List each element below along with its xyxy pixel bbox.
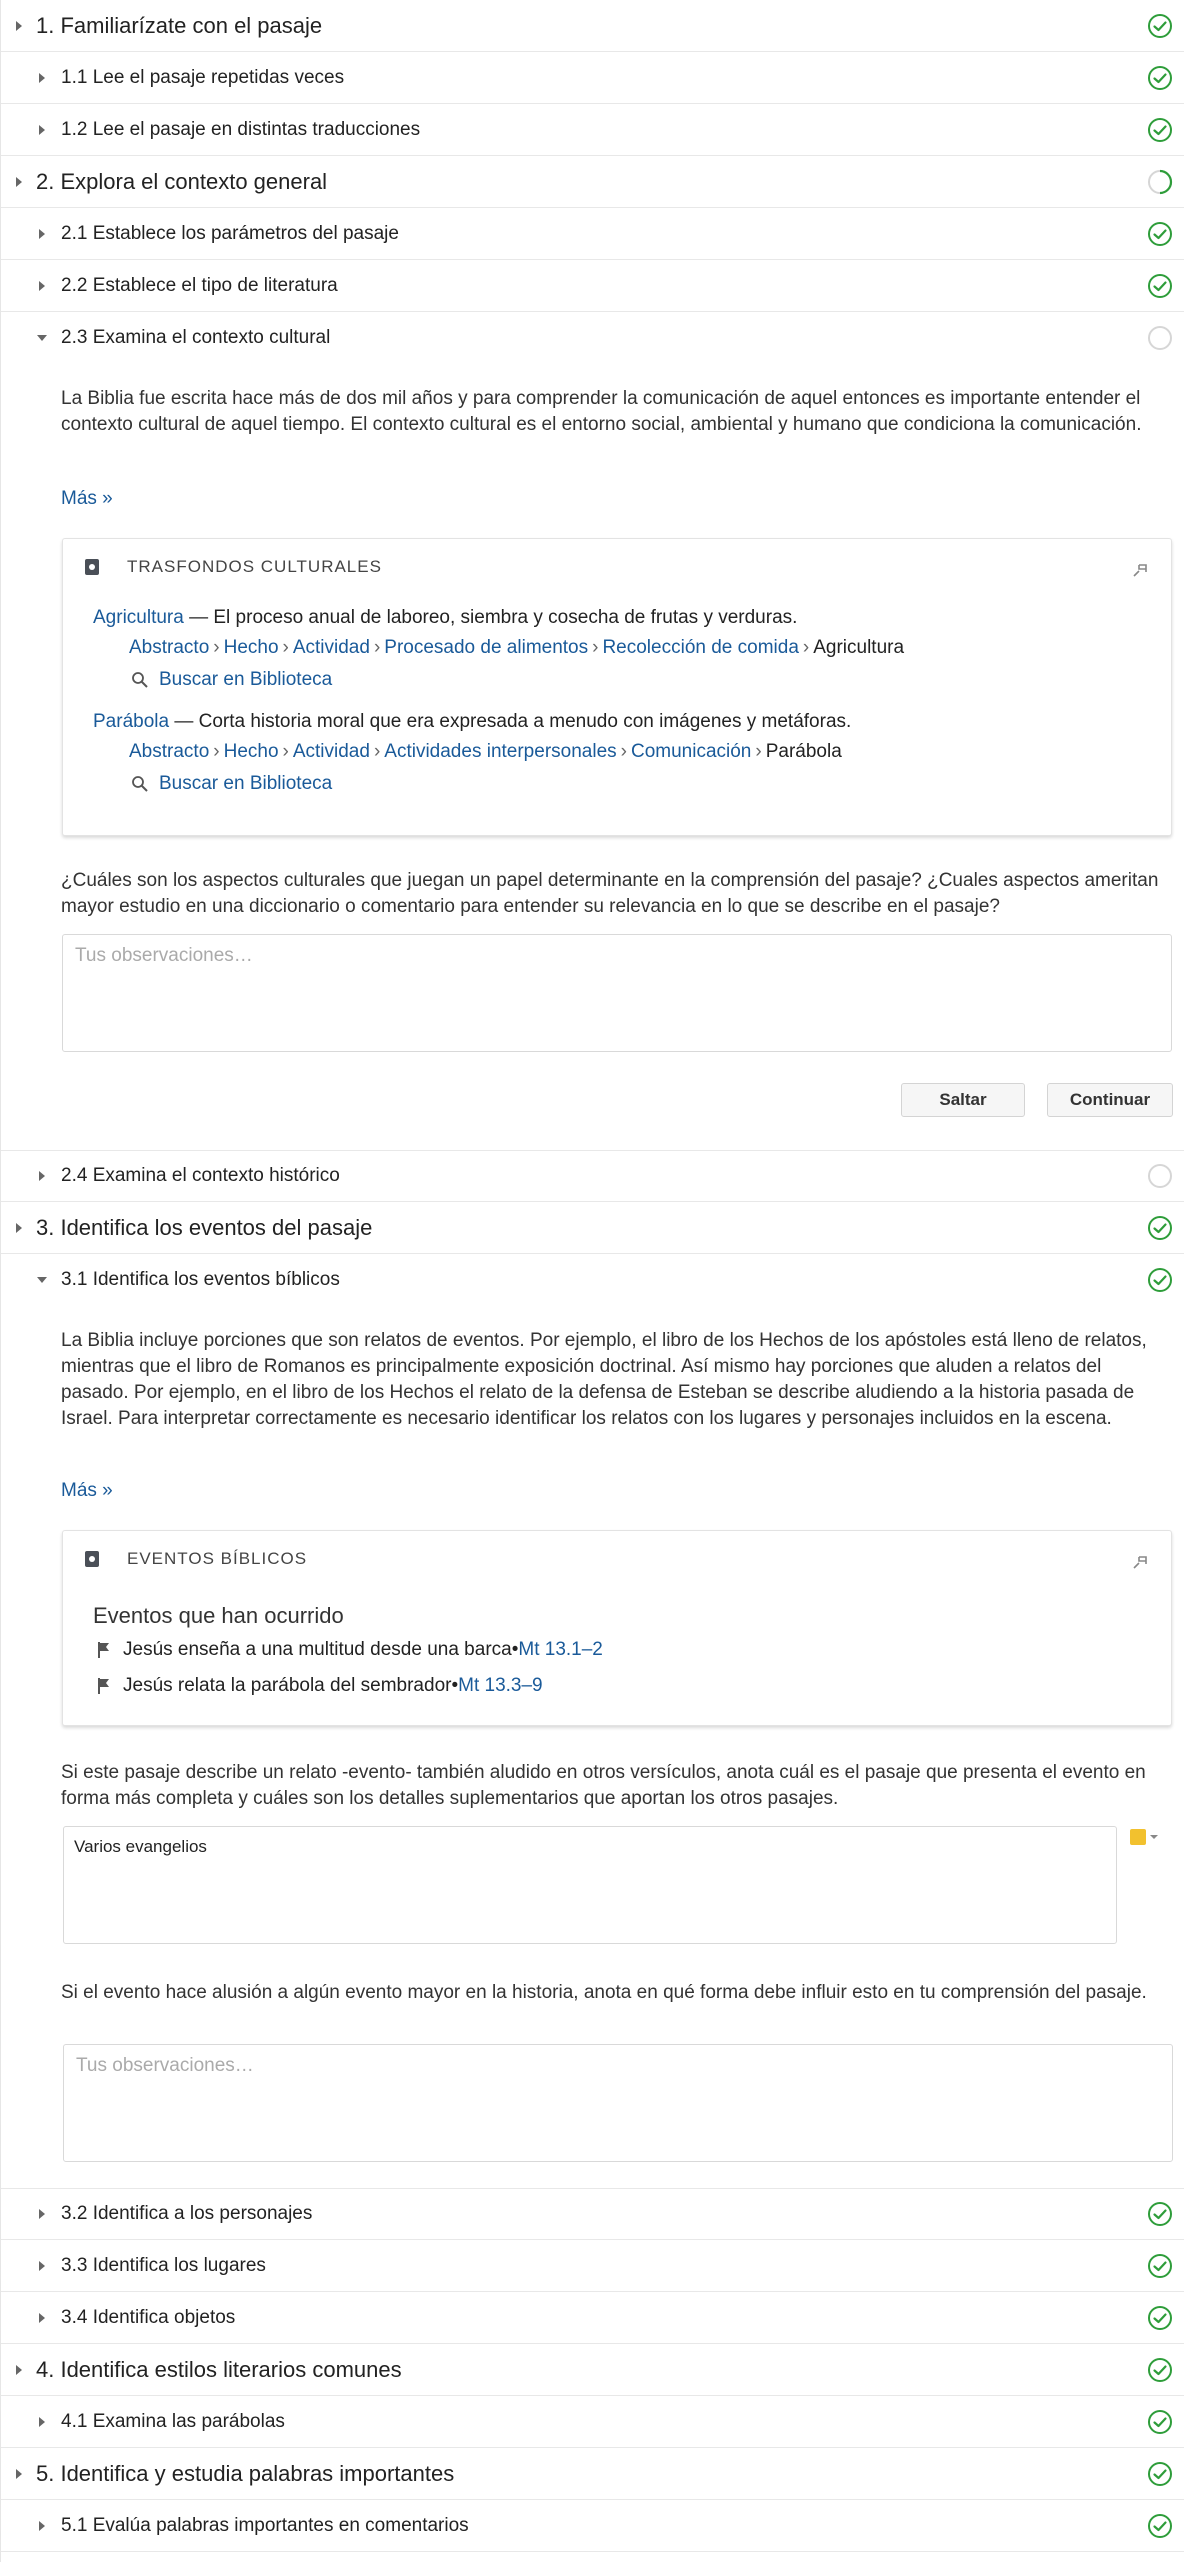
expand-triangle-icon[interactable] xyxy=(39,1171,45,1181)
expand-triangle-icon[interactable] xyxy=(39,2313,45,2323)
section-title: 3. Identifica los eventos del pasaje xyxy=(36,1214,373,1240)
expand-triangle-icon[interactable] xyxy=(39,281,45,291)
expand-triangle-icon[interactable] xyxy=(39,229,45,239)
search-icon xyxy=(131,775,149,793)
section-5[interactable] xyxy=(1,2448,1184,2500)
section-2-3[interactable] xyxy=(1,312,1184,364)
check-circle-icon[interactable] xyxy=(1147,1267,1173,1293)
expand-triangle-icon[interactable] xyxy=(16,2469,22,2479)
crumb[interactable]: Recolección de comida xyxy=(602,637,799,658)
term-definition: — Corta historia moral que era expresada a menudo con imágenes y metáforas. xyxy=(169,711,852,732)
crumb[interactable]: Abstracto xyxy=(129,637,210,658)
section-3-3[interactable] xyxy=(1,2240,1184,2292)
card-title: TRASFONDOS CULTURALES xyxy=(127,557,382,576)
section-title: 4. Identifica estilos literarios comunes xyxy=(36,2356,402,2382)
section-3-1[interactable] xyxy=(1,1254,1184,1306)
check-circle-icon[interactable] xyxy=(1147,2305,1173,2331)
section-3-2[interactable] xyxy=(1,2188,1184,2240)
expand-triangle-icon[interactable] xyxy=(39,73,45,83)
more-link[interactable]: Más » xyxy=(61,1480,113,1501)
progress-circle-icon[interactable] xyxy=(1147,169,1173,195)
events-question-2: Si el evento hace alusión a algún evento mayor en la historia, anota en qué forma debe influir esto en tu comprensión del pasaje. xyxy=(61,1982,1147,2003)
breadcrumb: Abstracto › Hecho › Actividad › Procesado de alimentos › Recolección de comida › Agricultura xyxy=(129,637,905,658)
crumb[interactable]: Hecho xyxy=(223,637,279,658)
check-circle-icon[interactable] xyxy=(1147,2409,1173,2435)
cultural-question: ¿Cuáles son los aspectos culturales que juegan un papel determinante en la comprensión del pasaje? ¿Cuales aspectos ameritan mayor estudio en una diccionario o comentario para entender su relevancia en lo que se describe en el pasaje? xyxy=(61,870,1159,917)
expand-triangle-icon[interactable] xyxy=(39,2417,45,2427)
section-title: 1.1 Lee el pasaje repetidas veces xyxy=(61,66,345,88)
expand-triangle-icon[interactable] xyxy=(39,2521,45,2531)
search-icon xyxy=(131,671,149,689)
expand-triangle-icon[interactable] xyxy=(39,2209,45,2219)
check-circle-icon[interactable] xyxy=(1147,2461,1173,2487)
observations-input[interactable]: Tus observaciones… xyxy=(62,934,1172,1052)
scripture-ref-link[interactable]: Mt 13.1–2 xyxy=(518,1639,603,1660)
empty-circle-icon[interactable] xyxy=(1147,325,1173,351)
crumb[interactable]: Hecho xyxy=(223,741,279,762)
entry-agriculture xyxy=(93,605,797,631)
flag-icon xyxy=(97,1677,111,1695)
pin-icon[interactable] xyxy=(1131,561,1149,579)
observations-input-filled[interactable]: Varios evangelios xyxy=(63,1826,1117,1944)
flag-icon xyxy=(97,1641,111,1659)
expand-triangle-icon[interactable] xyxy=(39,125,45,135)
events-heading: Eventos que han ocurrido xyxy=(93,1603,344,1628)
section-4[interactable] xyxy=(1,2344,1184,2396)
expand-triangle-icon[interactable] xyxy=(16,2365,22,2375)
check-circle-icon[interactable] xyxy=(1147,117,1173,143)
section-3-4[interactable] xyxy=(1,2292,1184,2344)
search-library-link[interactable]: Buscar en Biblioteca xyxy=(131,669,332,691)
section-title: 2.3 Examina el contexto cultural xyxy=(61,327,331,348)
check-circle-icon[interactable] xyxy=(1147,2253,1173,2279)
section-title: 5.1 Evalúa palabras importantes en comentarios xyxy=(61,2514,469,2536)
section-title: 2.2 Establece el tipo de literatura xyxy=(61,274,338,296)
section-title: 3.4 Identifica objetos xyxy=(61,2306,236,2328)
entry-parable xyxy=(93,709,851,735)
events-intro: La Biblia incluye porciones que son relatos de eventos. Por ejemplo, el libro de los Hechos de los apóstoles está lleno de relatos, mientras que el libro de Romanos es principalmente exposición doctrinal. Así mismo hay porciones que aluden a relatos del pasado. Por ejemplo, en el libro de los Hechos el relato de la defensa de Esteban se describe aludiendo a la historia pasada de Israel. Para interpretar correctamente es necesario identificar los relatos con los lugares y personajes incluidos en la escena. xyxy=(61,1330,1147,1429)
check-circle-icon[interactable] xyxy=(1147,1215,1173,1241)
section-2-2[interactable] xyxy=(1,260,1184,312)
check-circle-icon[interactable] xyxy=(1147,2201,1173,2227)
crumb-current: Agricultura xyxy=(813,637,905,658)
check-circle-icon[interactable] xyxy=(1147,2513,1173,2539)
section-title: 2. Explora el contexto general xyxy=(36,168,328,194)
card-title: EVENTOS BÍBLICOS xyxy=(127,1549,308,1568)
crumb[interactable]: Procesado de alimentos xyxy=(384,637,589,658)
section-title: 4.1 Examina las parábolas xyxy=(61,2410,285,2432)
section-title: 5. Identifica y estudia palabras importantes xyxy=(36,2460,455,2486)
collapse-triangle-icon[interactable] xyxy=(37,1277,47,1283)
event-item: Jesús enseña a una multitud desde una barca • Mt 13.1–2 xyxy=(97,1639,603,1661)
section-1[interactable] xyxy=(1,0,1184,52)
pin-icon[interactable] xyxy=(1131,1553,1149,1571)
term-definition: — El proceso anual de laboreo, siembra y cosecha de frutas y verduras. xyxy=(183,607,798,628)
event-item: Jesús relata la parábola del sembrador • Mt 13.3–9 xyxy=(97,1675,543,1697)
section-title: 1. Familiarízate con el pasaje xyxy=(36,12,323,38)
bookmark-icon xyxy=(83,558,101,576)
empty-circle-icon[interactable] xyxy=(1147,1163,1173,1189)
observations-input[interactable]: Tus observaciones… xyxy=(63,2044,1173,2162)
section-1-2[interactable] xyxy=(1,104,1184,156)
section-title: 1.2 Lee el pasaje en distintas traducciones xyxy=(61,118,421,140)
check-circle-icon[interactable] xyxy=(1147,2357,1173,2383)
section-title: 2.4 Examina el contexto histórico xyxy=(61,1165,340,1186)
section-3[interactable] xyxy=(1,1202,1184,1254)
section-2-1[interactable] xyxy=(1,208,1184,260)
term-link[interactable]: Agricultura xyxy=(93,607,184,628)
section-2-4[interactable] xyxy=(1,1150,1184,1202)
crumb[interactable]: Abstracto xyxy=(129,741,210,762)
crumb[interactable]: Comunicación xyxy=(630,741,752,762)
check-circle-icon[interactable] xyxy=(1147,13,1173,39)
expand-triangle-icon[interactable] xyxy=(16,21,22,31)
section-5-1[interactable] xyxy=(1,2500,1184,2552)
search-library-link[interactable]: Buscar en Biblioteca xyxy=(131,773,332,795)
collapse-triangle-icon[interactable] xyxy=(37,335,47,341)
check-circle-icon[interactable] xyxy=(1147,221,1173,247)
section-title: 3.2 Identifica a los personajes xyxy=(61,2203,313,2224)
section-title: 2.1 Establece los parámetros del pasaje xyxy=(61,222,399,244)
cultural-intro: La Biblia fue escrita hace más de dos mil años y para comprender la comunicación de aquel entonces es importante entender el contexto cultural de aquel tiempo. El contexto cultural es el entorno social, ambiental y humano que condiciona la comunicación. xyxy=(61,388,1142,435)
scripture-ref-link[interactable]: Mt 13.3–9 xyxy=(458,1675,543,1696)
expand-triangle-icon[interactable] xyxy=(39,2261,45,2271)
crumb[interactable]: Actividad xyxy=(292,637,370,658)
section-1-1[interactable] xyxy=(1,52,1184,104)
expand-triangle-icon[interactable] xyxy=(16,177,22,187)
expand-triangle-icon[interactable] xyxy=(16,1223,22,1233)
skip-button[interactable]: Saltar xyxy=(901,1083,1025,1117)
crumb-current: Parábola xyxy=(765,741,842,762)
check-circle-icon[interactable] xyxy=(1147,65,1173,91)
section-4-1[interactable] xyxy=(1,2396,1184,2448)
events-question-1: Si este pasaje describe un relato -evento- también aludido en otros versículos, anota cuál es el pasaje que presenta el evento en forma más completa y cuáles son los detalles suplementarios que aportan los otros pasajes. xyxy=(61,1762,1146,1809)
more-link[interactable]: Más » xyxy=(61,488,113,509)
continue-button[interactable]: Continuar xyxy=(1047,1083,1173,1117)
section-title: 3.1 Identifica los eventos bíblicos xyxy=(61,1269,340,1290)
term-link[interactable]: Parábola xyxy=(93,711,170,732)
section-2[interactable] xyxy=(1,156,1184,208)
note-color-picker-icon[interactable] xyxy=(1129,1828,1159,1846)
cultural-backgrounds-card xyxy=(62,538,1172,836)
section-title: 3.3 Identifica los lugares xyxy=(61,2254,266,2276)
crumb[interactable]: Actividades interpersonales xyxy=(384,741,617,762)
bookmark-icon xyxy=(83,1550,101,1568)
biblical-events-card xyxy=(62,1530,1172,1726)
check-circle-icon[interactable] xyxy=(1147,273,1173,299)
crumb[interactable]: Actividad xyxy=(292,741,370,762)
breadcrumb: Abstracto › Hecho › Actividad › Actividades interpersonales › Comunicación › Parábola xyxy=(129,741,842,762)
